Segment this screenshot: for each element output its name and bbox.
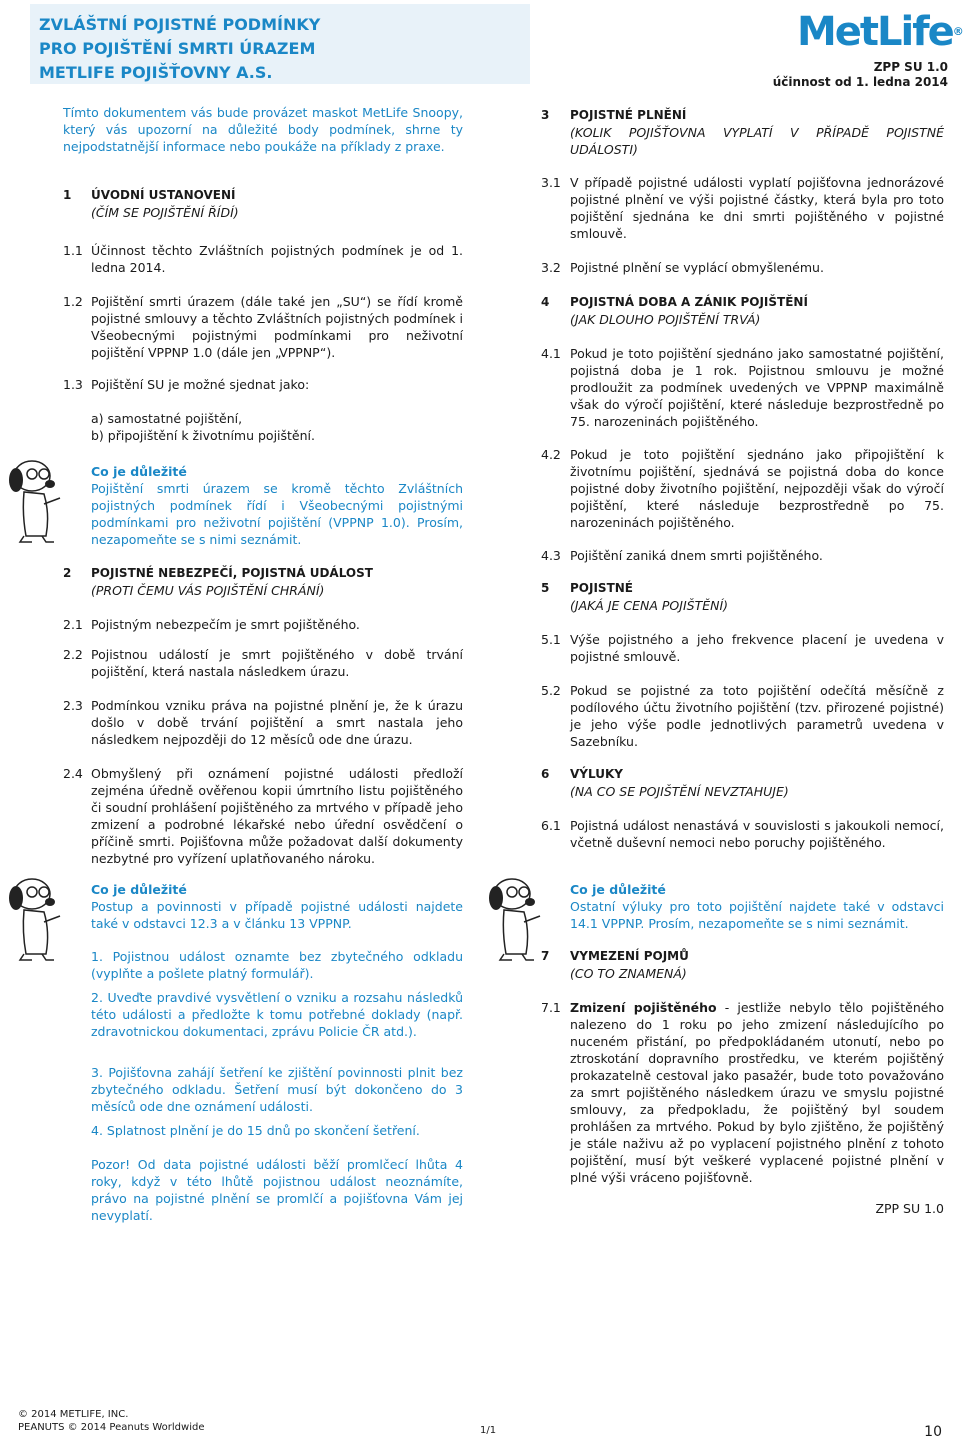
item-7-1-text <box>570 999 944 1186</box>
item-2-2-text: Pojistnou událostí je smrt pojištěného v době trvání pojištění, která nastala následkem úrazu. <box>91 647 463 679</box>
section-1-subtitle: (ČÍM SE POJIŠTĚNÍ ŘÍDÍ) <box>91 205 239 220</box>
item-3-2-number: 3.2 <box>541 260 561 275</box>
section-3-title: POJISTNÉ PLNĚNÍ <box>570 108 687 122</box>
warning-text: Pozor! Od data pojistné události běží promlčecí lhůta 4 roky, když v této lhůtě pojistnou událost neoznámíte, právo na pojistné plnění se promlčí a pojišťovna Vám jej nevyplatí. <box>91 1157 463 1223</box>
item-4-1-number: 4.1 <box>541 346 561 361</box>
option-a: a) samostatné pojištění, <box>91 411 243 426</box>
item-1-3-number: 1.3 <box>63 377 83 392</box>
document-title-line-2: PRO POJIŠTĚNÍ SMRTI ÚRAZEM <box>39 39 316 58</box>
item-7-1-number: 7.1 <box>541 1000 561 1015</box>
step-1: 1. Pojistnou událost oznamte bez zbytečného odkladu (vyplňte a pošlete platný formulář). <box>91 949 463 981</box>
item-4-3-text: Pojištění zaniká dnem smrti pojištěného. <box>570 548 823 563</box>
important-text-2: Postup a povinnosti v případě pojistné události najdete také v odstavci 12.3 a v článku 13 VPPNP. <box>91 899 463 931</box>
item-1-1-number: 1.1 <box>63 243 83 258</box>
item-5-2-number: 5.2 <box>541 683 561 698</box>
section-4-number: 4 <box>541 295 550 309</box>
page-number: 10 <box>924 1424 942 1440</box>
item-2-4-text: Obmyšlený při oznámení pojistné události předloží zejména úředně ověřenou kopii úmrtního listu pojištěného či soudní prohlášení pojištěného za mrtvého v případě jeho zmizení a podrobné lékařské nebo úřední osvědčení o příčině smrti. Pojišťovna může požadovat další dokumenty nezbytné pro vyřízení uplatňovaného nároku. <box>91 766 463 866</box>
section-3-number: 3 <box>541 108 550 122</box>
section-2-number: 2 <box>63 566 72 580</box>
section-4-subtitle: (JAK DLOUHO POJIŠTĚNÍ TRVÁ) <box>570 312 761 327</box>
intro-text: Tímto dokumentem vás bude provázet maskot MetLife Snoopy, který vás upozorní na důležité body podmínek, shrne ty nejpodstatnější informace nebo poukáže na příklady z praxe. <box>63 105 463 154</box>
document-title-line-1: ZVLÁŠTNÍ POJISTNÉ PODMÍNKY <box>39 15 321 34</box>
section-3-subtitle: (KOLIK POJIŠŤOVNA VYPLATÍ V PŘÍPADĚ POJISTNÉ UDÁLOSTI) <box>570 125 944 157</box>
section-6-subtitle: (NA CO SE POJIŠTĚNÍ NEVZTAHUJE) <box>570 784 789 799</box>
section-7-number: 7 <box>541 949 550 963</box>
effective-date: účinnost od 1. ledna 2014 <box>772 75 948 89</box>
item-3-2-text: Pojistné plnění se vyplácí obmyšlenému. <box>570 260 824 275</box>
section-6-number: 6 <box>541 767 550 781</box>
item-2-1-text: Pojistným nebezpečím je smrt pojištěného. <box>91 617 360 632</box>
section-6-title: VÝLUKY <box>570 767 623 781</box>
snoopy-mascot-icon <box>2 872 66 964</box>
term-definition: - jestliže nebylo tělo pojištěného nalezeno do 1 roku po jeho zmizení následujícího po nuceném přistání, po předpokládaném utonutí, nebo po ztroskotání dopravního prostředku, ve kterém pojištěný prokazatelně cestoval jako pasažér, bude toto považováno za smrt pojištěného následkem úrazu ve smyslu pojistné smlouvy, za předpokladu, že pojištěný byl soudem prohlášen za mrtvého. Pokud by bylo zjištěno, že pojištěný je stále naživu až po vyplacení pojistného plnění z tohoto pojištění, musí být veškeré vyplacené pojistné plnění v plné výši vráceno pojišťovně. <box>570 1000 944 1185</box>
copyright-metlife: © 2014 METLIFE, INC. <box>18 1409 129 1420</box>
item-1-3-text: Pojištění SU je možné sjednat jako: <box>91 377 310 392</box>
item-6-1-text: Pojistná událost nenastává v souvislosti s jakoukoli nemocí, včetně duševní nemoci nebo poruchy pojištěného. <box>570 818 944 850</box>
item-1-1-text: Účinnost těchto Zvláštních pojistných podmínek je od 1. ledna 2014. <box>91 243 463 275</box>
doc-code: ZPP SU 1.0 <box>873 60 948 74</box>
item-4-1-text: Pokud je toto pojištění sjednáno jako samostatné pojištění, pojistná doba je 1 rok. Pojistnou smlouvu je možné prodloužit za podmínek uvedených ve VPPNP maximálně však do výročí pojištění, které následuje bezprostředně po 75. narozeninách pojištěného. <box>570 346 944 429</box>
section-7-title: VYMEZENÍ POJMŮ <box>570 949 689 963</box>
important-heading-1: Co je důležité <box>91 464 187 479</box>
section-2-subtitle: (PROTI ČEMU VÁS POJIŠTĚNÍ CHRÁNÍ) <box>91 583 325 598</box>
step-2: 2. Uveďte pravdivé vysvětlení o vzniku a rozsahu následků této události a předložte k tomu potřebné doklady (např. zdravotnickou dokumentaci, zprávu Policie ČR atd.). <box>91 990 463 1039</box>
item-4-2-number: 4.2 <box>541 447 561 462</box>
item-5-1-number: 5.1 <box>541 632 561 647</box>
registered-mark: ® <box>952 25 964 38</box>
section-2-title: POJISTNÉ NEBEZPEČÍ, POJISTNÁ UDÁLOST <box>91 566 373 580</box>
section-1-number: 1 <box>63 188 72 202</box>
step-4: 4. Splatnost plnění je do 15 dnů po skončení šetření. <box>91 1123 420 1138</box>
section-1-title: ÚVODNÍ USTANOVENÍ <box>91 188 236 202</box>
section-5-subtitle: (JAKÁ JE CENA POJIŠTĚNÍ) <box>570 598 729 613</box>
item-3-1-text: V případě pojistné události vyplatí pojišťovna jednorázové pojistné plnění ve výši pojistné částky, která byla pro toto pojištění sjednána ke dni smrti pojištěného v pojistné smlouvě. <box>570 175 944 241</box>
item-2-3-number: 2.3 <box>63 698 83 713</box>
option-b: b) připojištění k životnímu pojištění. <box>91 428 315 443</box>
metlife-logo: MetLife® <box>797 9 964 55</box>
item-2-2-number: 2.2 <box>63 647 83 662</box>
item-4-3-number: 4.3 <box>541 548 561 563</box>
term-zmizeni: Zmizení pojištěného <box>570 1000 717 1015</box>
item-3-1-number: 3.1 <box>541 175 561 190</box>
copyright-peanuts: PEANUTS © 2014 Peanuts Worldwide <box>18 1422 205 1433</box>
item-6-1-number: 6.1 <box>541 818 561 833</box>
page-of: 1/1 <box>480 1425 497 1436</box>
item-2-3-text: Podmínkou vzniku práva na pojistné plnění je, že k úrazu došlo v době trvání pojištění a smrt nastala jeho následkem nejpozději do 12 měsíců ode dne úrazu. <box>91 698 463 747</box>
important-heading-2: Co je důležité <box>91 882 187 897</box>
item-2-4-number: 2.4 <box>63 766 83 781</box>
snoopy-mascot-icon <box>482 872 546 964</box>
snoopy-mascot-icon <box>2 454 66 546</box>
section-7-subtitle: (CO TO ZNAMENÁ) <box>570 966 687 981</box>
item-5-2-text: Pokud se pojistné za toto pojištění odečítá měsíčně z podílového účtu životního pojištění (tzv. přirozené pojistné) je jeho výše podle jednotlivých parametrů uvedena v Sazebníku. <box>570 683 944 749</box>
important-heading-3: Co je důležité <box>570 882 666 897</box>
important-text-1: Pojištění smrti úrazem se kromě těchto Zvláštních pojistných podmínek řídí i Všeobecnými pojistnými podmínkami pro neživotní pojištění (VPPNP 1.0). Prosím, nezapomeňte se s nimi seznámit. <box>91 481 463 547</box>
document-title-line-3: METLIFE POJIŠŤOVNY A.S. <box>39 63 273 82</box>
section-4-title: POJISTNÁ DOBA A ZÁNIK POJIŠTĚNÍ <box>570 295 808 309</box>
important-text-3: Ostatní výluky pro toto pojištění najdete také v odstavci 14.1 VPPNP. Prosím, nezapomeňte se s nimi seznámit. <box>570 899 944 931</box>
section-5-number: 5 <box>541 581 550 595</box>
item-1-2-number: 1.2 <box>63 294 83 309</box>
title-box <box>30 4 530 84</box>
item-2-1-number: 2.1 <box>63 617 83 632</box>
doc-code-block <box>773 60 948 90</box>
item-4-2-text: Pokud je toto pojištění sjednáno jako připojištění k životnímu pojištění, sjednává se pojistná doba do konce pojistné doby životního pojištění, nejpozději však do výročí pojištění, které následuje bezprostředně po 75. narozeninách pojištěného. <box>570 447 944 530</box>
step-3: 3. Pojišťovna zahájí šetření ke zjištění povinnosti plnit bez zbytečného odkladu. Šetření musí být dokončeno do 3 měsíců ode dne oznámení události. <box>91 1065 463 1114</box>
item-1-2-text: Pojištění smrti úrazem (dále také jen „SU“) se řídí kromě pojistné smlouvy a těchto Zvláštních pojistných podmínek i Všeobecnými pojistnými podmínkami pro neživotní pojištění VPPNP 1.0 (dále jen „VPPNP“). <box>91 294 463 360</box>
item-5-1-text: Výše pojistného a jeho frekvence placení je uvedena v pojistné smlouvě. <box>570 632 944 664</box>
end-doc-code: ZPP SU 1.0 <box>875 1201 944 1216</box>
section-5-title: POJISTNÉ <box>570 581 633 595</box>
